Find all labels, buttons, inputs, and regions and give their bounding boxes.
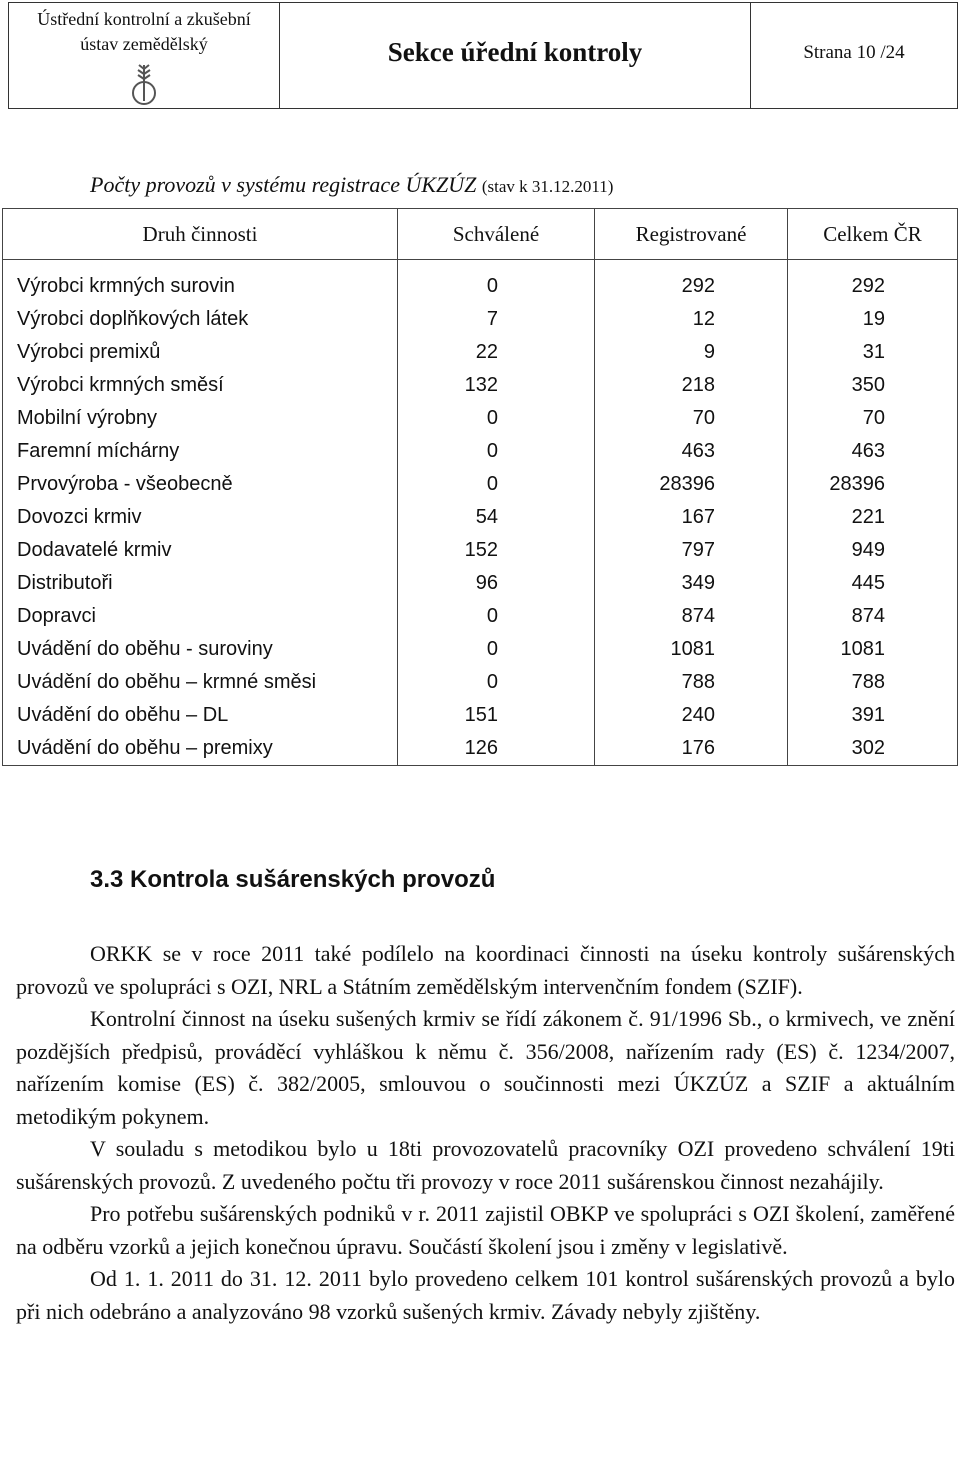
registered-cell: 1081: [595, 633, 788, 666]
registered-cell: 218: [595, 369, 788, 402]
approved-cell: 22: [398, 336, 595, 369]
organization-cell: [9, 3, 280, 109]
registered-cell: 28396: [595, 468, 788, 501]
table-body: [3, 260, 958, 766]
section-title: Sekce úřední kontroly: [280, 3, 751, 109]
activity-cell: Mobilní výrobny: [3, 402, 398, 435]
activity-cell: Výrobci krmných směsí: [3, 369, 398, 402]
approved-cell: 0: [398, 435, 595, 468]
table-row: [3, 303, 958, 336]
total-cell: 874: [788, 600, 958, 633]
approved-cell: 0: [398, 633, 595, 666]
total-cell: 28396: [788, 468, 958, 501]
table-header-row: [3, 209, 958, 260]
approved-cell: 54: [398, 501, 595, 534]
registered-cell: 797: [595, 534, 788, 567]
registered-cell: 292: [595, 260, 788, 304]
approved-cell: 0: [398, 600, 595, 633]
table-row: [3, 600, 958, 633]
registered-cell: 240: [595, 699, 788, 732]
total-cell: 31: [788, 336, 958, 369]
caption-date: (stav k 31.12.2011): [481, 177, 614, 196]
registered-cell: 874: [595, 600, 788, 633]
activity-cell: Uvádění do oběhu - suroviny: [3, 633, 398, 666]
approved-cell: 126: [398, 732, 595, 766]
total-cell: 788: [788, 666, 958, 699]
registered-cell: 788: [595, 666, 788, 699]
column-header-activity: Druh činnosti: [3, 209, 398, 260]
total-cell: 463: [788, 435, 958, 468]
registered-cell: 70: [595, 402, 788, 435]
table-row: [3, 501, 958, 534]
table-row: [3, 732, 958, 766]
activity-cell: Výrobci premixů: [3, 336, 398, 369]
registered-cell: 463: [595, 435, 788, 468]
table-row: [3, 468, 958, 501]
registration-table: [2, 208, 958, 766]
total-cell: 19: [788, 303, 958, 336]
caption-title: Počty provozů v systému registrace ÚKZÚZ: [90, 172, 477, 197]
table-row: [3, 567, 958, 600]
registered-cell: 176: [595, 732, 788, 766]
organization-name-line1: Ústřední kontrolní a zkušební: [37, 9, 251, 29]
table-row: [3, 336, 958, 369]
approved-cell: 0: [398, 468, 595, 501]
activity-cell: Faremní míchárny: [3, 435, 398, 468]
registered-cell: 12: [595, 303, 788, 336]
activity-cell: Dovozci krmiv: [3, 501, 398, 534]
total-cell: 302: [788, 732, 958, 766]
table-row: [3, 534, 958, 567]
activity-cell: Dodavatelé krmiv: [3, 534, 398, 567]
registered-cell: 167: [595, 501, 788, 534]
total-cell: 445: [788, 567, 958, 600]
approved-cell: 152: [398, 534, 595, 567]
paragraph: Kontrolní činnost na úseku sušených krmiv se řídí zákonem č. 91/1996 Sb., o krmivech, ve znění pozdějších předpisů, prováděcí vyhláškou k němu č. 356/2008, nařízením rady (ES) č. 1234/2007, nařízením komise (ES) č. 382/2005, smlouvou o součinnosti mezi ÚKZÚZ a SZIF a aktuálním metodikým pokynem.: [16, 1006, 955, 1129]
table-row: [3, 699, 958, 732]
table-row: [3, 666, 958, 699]
total-cell: 292: [788, 260, 958, 304]
approved-cell: 0: [398, 666, 595, 699]
wheat-logo-icon: [127, 61, 161, 107]
table-row: [3, 260, 958, 304]
paragraph: V souladu s metodikou bylo u 18ti provozovatelů pracovníky OZI provedeno schválení 19ti sušárenských provozů. Z uvedeného počtu tři provozy v roce 2011 sušárenskou činnost nezahájily.: [16, 1136, 955, 1194]
paragraph: ORKK se v roce 2011 také podílelo na koordinaci činnosti na úseku kontroly sušárenských provozů ve spolupráci s OZI, NRL a Státním zemědělským intervenčním fondem (SZIF).: [16, 941, 955, 999]
activity-cell: Výrobci krmných surovin: [3, 260, 398, 304]
registered-cell: 349: [595, 567, 788, 600]
section-body: [16, 938, 955, 1328]
table-row: [3, 369, 958, 402]
activity-cell: Výrobci doplňkových látek: [3, 303, 398, 336]
approved-cell: 151: [398, 699, 595, 732]
total-cell: 1081: [788, 633, 958, 666]
section-heading: 3.3 Kontrola sušárenských provozů: [90, 866, 496, 893]
table-row: [3, 402, 958, 435]
table-caption: [90, 172, 613, 198]
activity-cell: Uvádění do oběhu – krmné směsi: [3, 666, 398, 699]
total-cell: 221: [788, 501, 958, 534]
organization-name-line2: ústav zemědělský: [80, 34, 208, 54]
table-row: [3, 435, 958, 468]
registered-cell: 9: [595, 336, 788, 369]
column-header-total: Celkem ČR: [788, 209, 958, 260]
paragraph: Od 1. 1. 2011 do 31. 12. 2011 bylo provedeno celkem 101 kontrol sušárenských provozů a bylo při nich odebráno a analyzováno 98 vzorků sušených krmiv. Závady nebyly zjištěny.: [16, 1266, 955, 1324]
activity-cell: Uvádění do oběhu – DL: [3, 699, 398, 732]
table-row: [3, 633, 958, 666]
activity-cell: Distributoři: [3, 567, 398, 600]
activity-cell: Uvádění do oběhu – premixy: [3, 732, 398, 766]
paragraph: Pro potřebu sušárenských podniků v r. 2011 zajistil OBKP ve spolupráci s OZI školení, zaměřené na odběru vzorků a jejich konečnou úpravu. Součástí školení jsou i změny v legislativě.: [16, 1201, 955, 1259]
total-cell: 70: [788, 402, 958, 435]
activity-cell: Prvovýroba - všeobecně: [3, 468, 398, 501]
approved-cell: 0: [398, 260, 595, 304]
approved-cell: 0: [398, 402, 595, 435]
total-cell: 350: [788, 369, 958, 402]
column-header-registered: Registrované: [595, 209, 788, 260]
page-number: Strana 10 /24: [751, 3, 958, 109]
approved-cell: 7: [398, 303, 595, 336]
total-cell: 949: [788, 534, 958, 567]
column-header-approved: Schválené: [398, 209, 595, 260]
approved-cell: 132: [398, 369, 595, 402]
page-header: [8, 2, 958, 109]
activity-cell: Dopravci: [3, 600, 398, 633]
total-cell: 391: [788, 699, 958, 732]
approved-cell: 96: [398, 567, 595, 600]
